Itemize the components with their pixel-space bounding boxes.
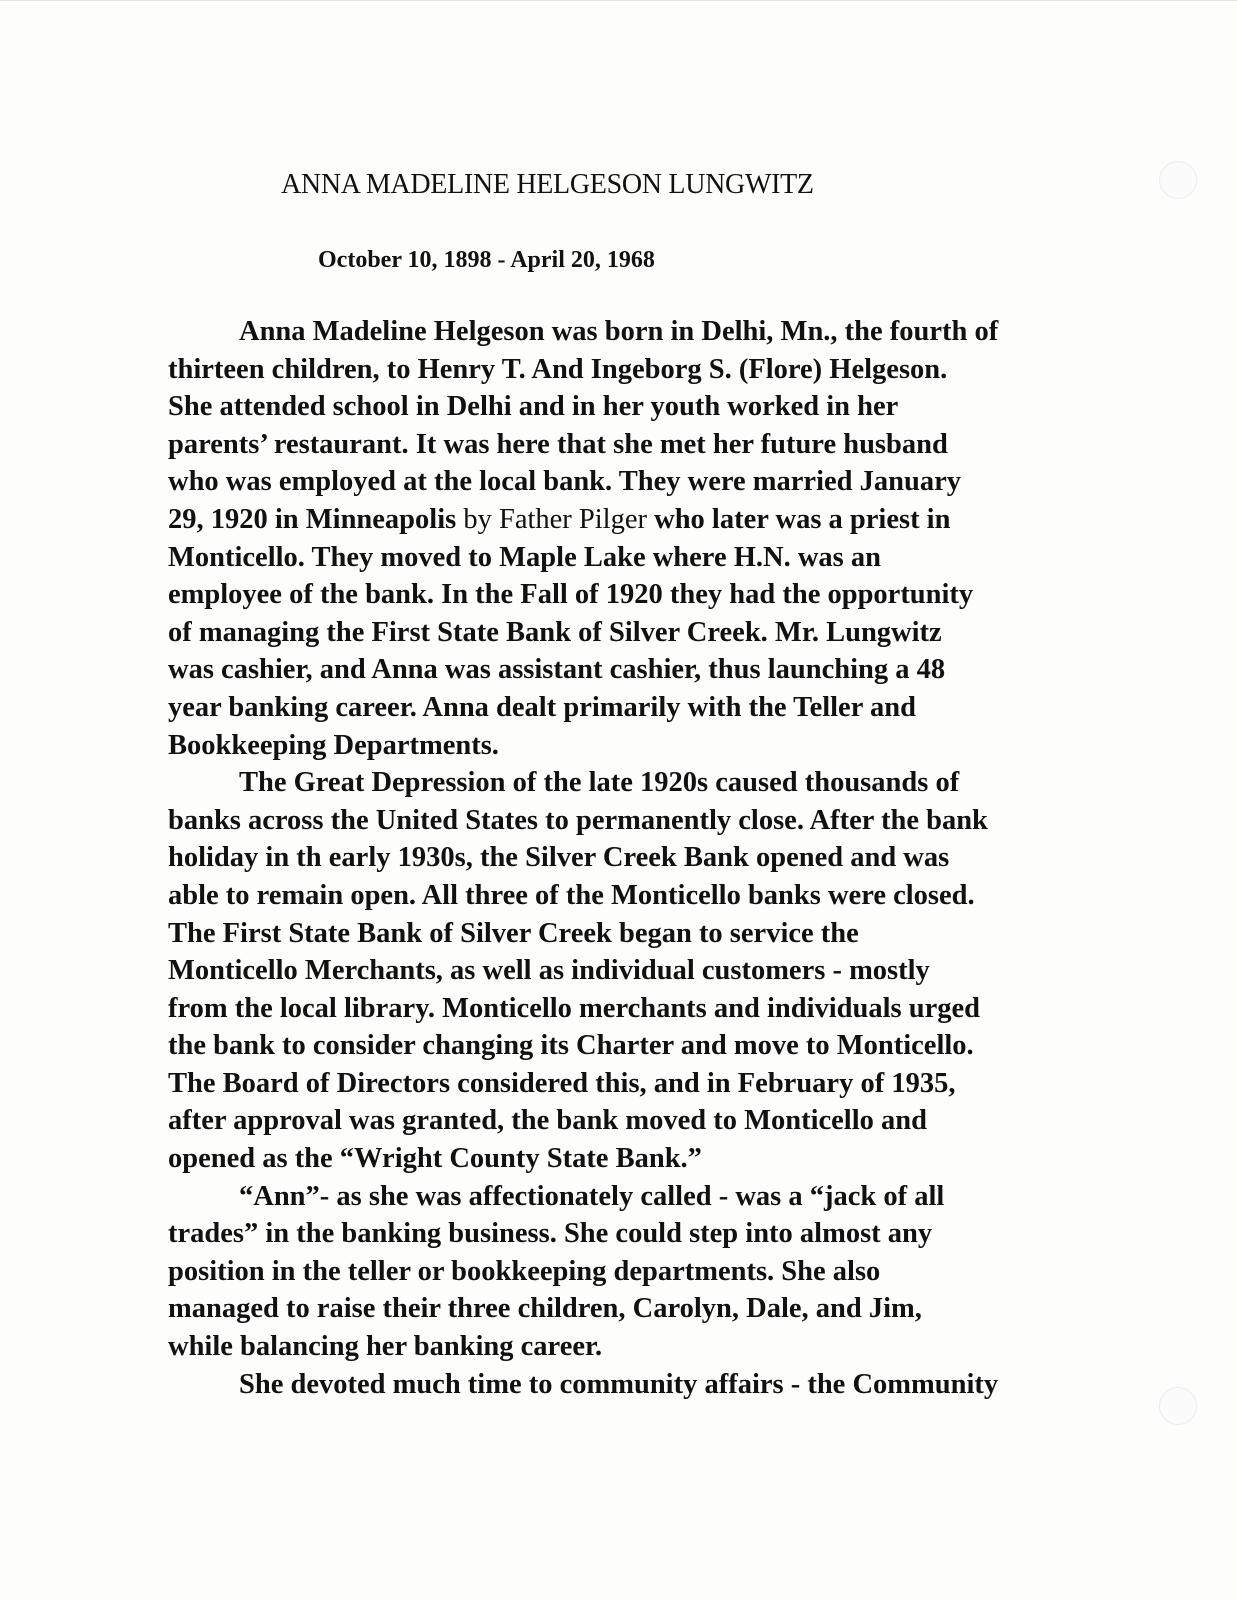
text-segment: who later was a priest in (654, 503, 951, 535)
text-line: The Board of Directors considered this, and in February of 1935, (168, 1067, 956, 1099)
life-dates: October 10, 1898 - April 20, 1968 (318, 247, 655, 273)
text-line: of managing the First State Bank of Silver Creek. Mr. Lungwitz (168, 616, 942, 648)
text-line: opened as the “Wright County State Bank.” (168, 1143, 702, 1175)
text-line: thirteen children, to Henry T. And Ingeborg S. (Flore) Helgeson. (168, 353, 948, 385)
text-line: position in the teller or bookkeeping departments. She also (168, 1255, 881, 1287)
text-line: who was employed at the local bank. They were married January (168, 466, 961, 498)
text-line-mixed (168, 501, 1128, 539)
text-line: Monticello. They moved to Maple Lake where H.N. was an (168, 541, 881, 573)
text-line: The First State Bank of Silver Creek began to service the (168, 917, 859, 949)
text-line: while balancing her banking career. (168, 1331, 603, 1363)
text-line: The Great Depression of the late 1920s caused thousands of (239, 767, 960, 799)
text-line: Monticello Merchants, as well as individual customers - mostly (168, 955, 930, 987)
text-line: banks across the United States to permanently close. After the bank (168, 804, 988, 836)
document-title: ANNA MADELINE HELGESON LUNGWITZ (281, 169, 814, 200)
text-line: able to remain open. All three of the Monticello banks were closed. (168, 879, 975, 911)
biography-text (168, 313, 1128, 1403)
text-line: employee of the bank. In the Fall of 1920 they had the opportunity (168, 579, 974, 611)
punch-hole-top (1159, 161, 1197, 199)
text-line: managed to raise their three children, Carolyn, Dale, and Jim, (168, 1293, 922, 1325)
punch-hole-bottom (1159, 1387, 1197, 1425)
text-line: was cashier, and Anna was assistant cashier, thus launching a 48 (168, 654, 946, 686)
text-line: holiday in th early 1930s, the Silver Creek Bank opened and was (168, 842, 950, 874)
text-line: from the local library. Monticello merchants and individuals urged (168, 992, 980, 1024)
text-line: year banking career. Anna dealt primarily with the Teller and (168, 691, 916, 723)
text-segment-regular: by Father Pilger (463, 503, 647, 535)
text-line: Bookkeeping Departments. (168, 729, 499, 761)
text-line: parents’ restaurant. It was here that she met her future husband (168, 428, 948, 460)
text-line: after approval was granted, the bank moved to Monticello and (168, 1105, 927, 1137)
text-line: She attended school in Delhi and in her youth worked in her (168, 391, 899, 423)
text-line: “Ann”- as she was affectionately called - was a “jack of all (239, 1180, 945, 1212)
text-segment: 29, 1920 in Minneapolis (168, 503, 457, 535)
text-line: the bank to consider changing its Charter and move to Monticello. (168, 1030, 974, 1062)
text-line: Anna Madeline Helgeson was born in Delhi, Mn., the fourth of (239, 316, 999, 347)
text-line: She devoted much time to community affairs - the Community (239, 1368, 999, 1400)
text-line: trades” in the banking business. She could step into almost any (168, 1218, 933, 1250)
